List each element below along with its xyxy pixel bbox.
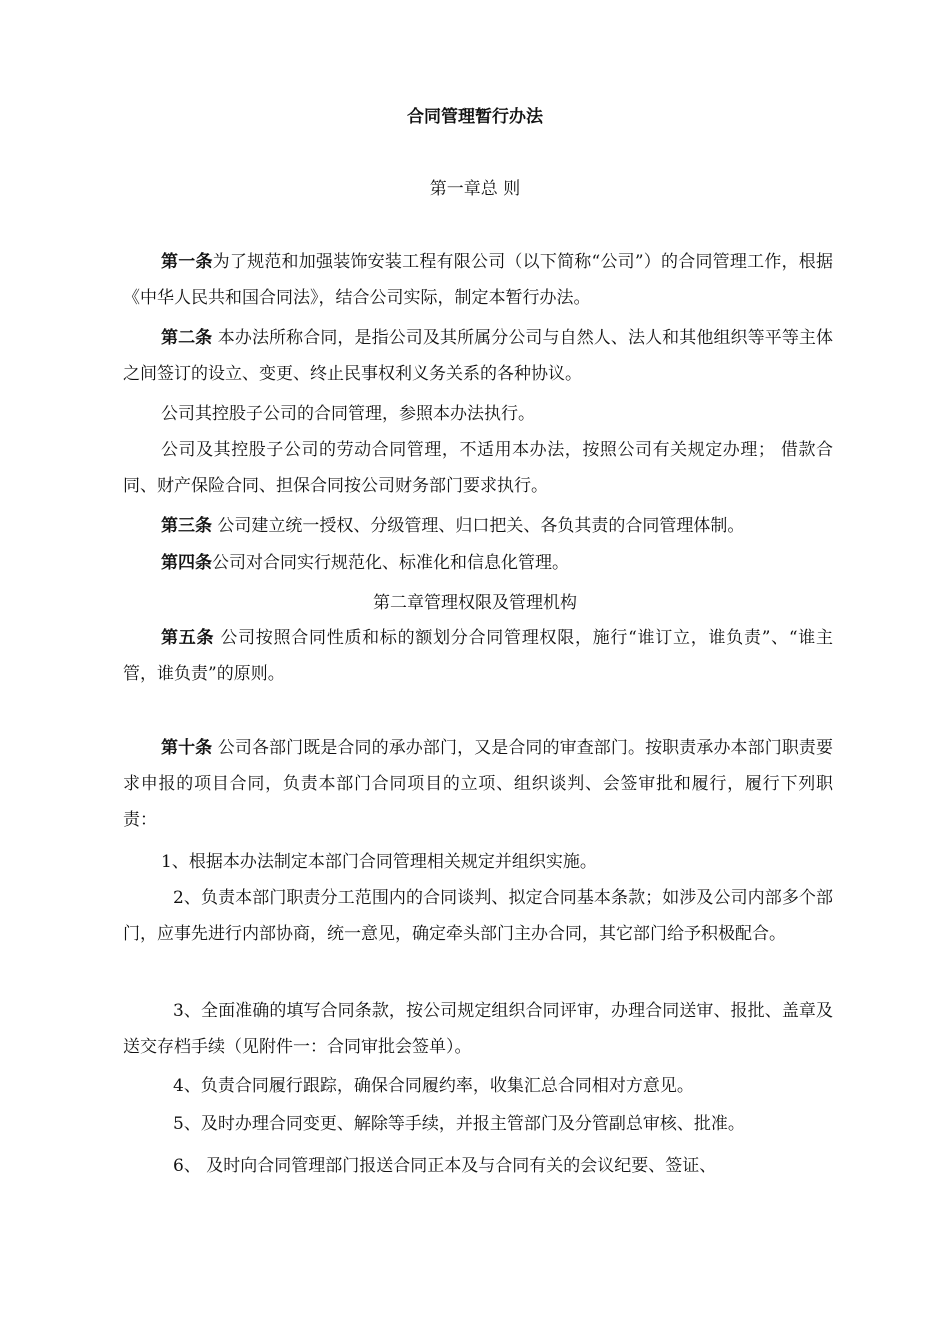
article-1-label: 第一条 [161,252,213,272]
chapter-heading-1: 第一章总 则 [429,179,521,199]
article-1-text: 为了规范和加强装饰安装工程有限公司（以下简称“公司”）的合同管理工作，根据《中华人民共和国合同法》，结合公司实际，制定本暂行办法。 [123,252,833,308]
duty-item-3: 3、全面准确的填写合同条款，按公司规定组织合同评审，办理合同送审、报批、盖章及送交存档手续（见附件一：合同审批会签单）。 [123,1001,833,1057]
article-5 [123,620,833,692]
article-2 [123,320,833,392]
article-10-label: 第十条 [161,738,213,758]
article-10 [123,730,833,838]
paragraph-labor: 公司及其控股子公司的劳动合同管理，不适用本办法，按照公司有关规定办理； 借款合同、财产保险合同、担保合同按公司财务部门要求执行。 [123,440,833,496]
article-2-text: 本办法所称合同，是指公司及其所属分公司与自然人、法人和其他组织等平等主体之间签订的设立、变更、终止民事权利义务关系的各种协议。 [123,328,834,384]
article-4 [123,545,833,581]
paragraph-holding: 公司其控股子公司的合同管理，参照本办法执行。 [161,404,535,424]
article-3-label: 第三条 [161,516,212,536]
duty-item-5: 5、及时办理合同变更、解除等手续，并报主管部门及分管副总审核、批准。 [173,1114,745,1134]
article-4-label: 第四条 [161,553,212,573]
article-3-text: 公司建立统一授权、分级管理、归口把关、各负其责的合同管理体制。 [212,516,745,536]
duty-item-6: 6、 及时向合同管理部门报送合同正本及与合同有关的会议纪要、签证、 [173,1156,717,1176]
article-10-text: 公司各部门既是合同的承办部门，又是合同的审查部门。按职责承办本部门职责要求申报的项目合同，负责本部门合同项目的立项、组织谈判、会签审批和履行，履行下列职责： [123,738,834,830]
article-3 [123,508,833,544]
document-title: 合同管理暂行办法 [407,107,543,127]
article-4-text: 公司对合同实行规范化、标准化和信息化管理。 [212,553,569,573]
article-2-label: 第二条 [161,328,213,348]
chapter-heading-2: 第二章管理权限及管理机构 [373,593,577,613]
duty-item-4: 4、负责合同履行跟踪，确保合同履约率，收集汇总合同相对方意见。 [173,1076,694,1096]
duty-item-1: 1、根据本办法制定本部门合同管理相关规定并组织实施。 [161,852,597,872]
article-5-text: 公司按照合同性质和标的额划分合同管理权限，施行“谁订立，谁负责”、“谁主管，谁负责”的原则。 [123,628,834,684]
article-1 [123,244,833,316]
article-5-label: 第五条 [161,628,215,648]
duty-item-2: 2、负责本部门职责分工范围内的合同谈判、拟定合同基本条款；如涉及公司内部多个部门，应事先进行内部协商，统一意见，确定牵头部门主办合同，其它部门给予积极配合。 [123,888,833,944]
